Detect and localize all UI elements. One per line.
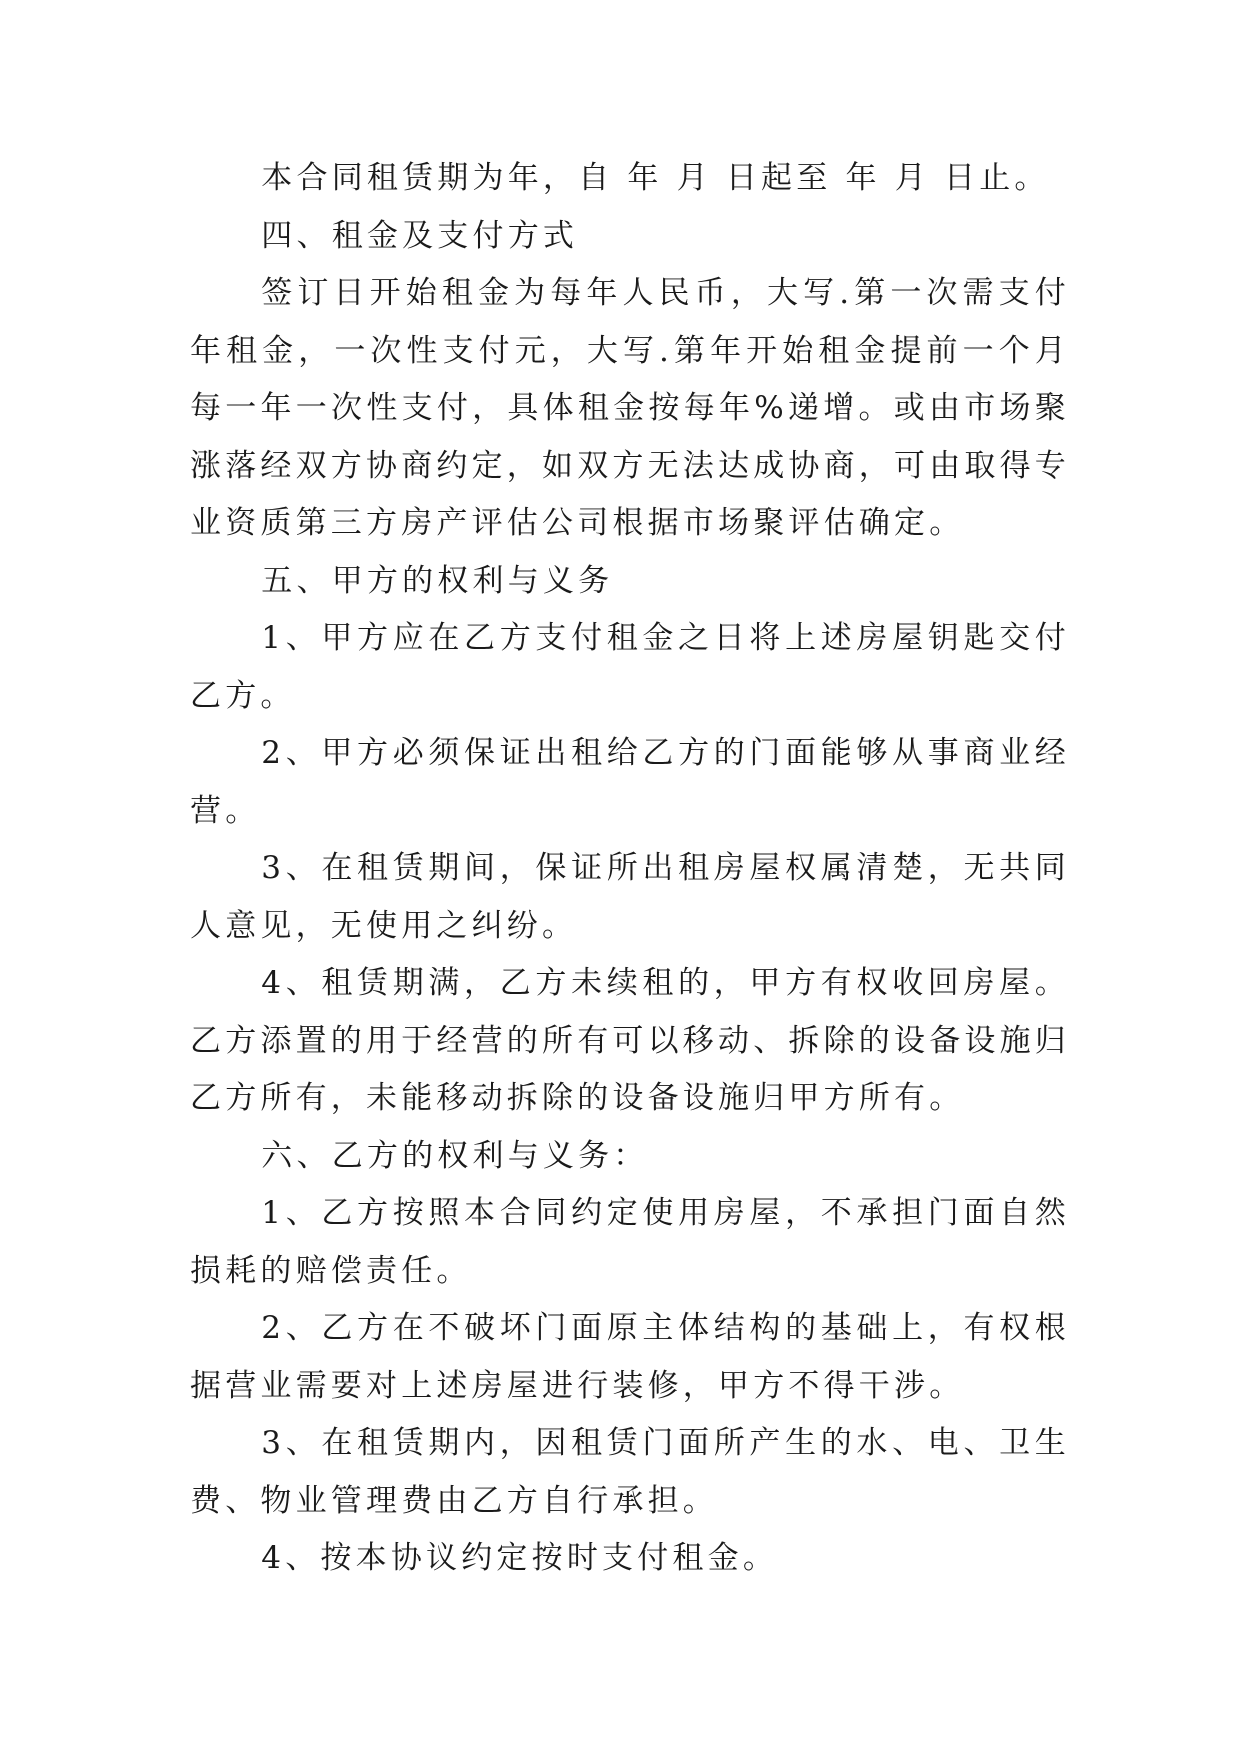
section-heading-party-b: 六、乙方的权利与义务： [261, 1137, 649, 1174]
paragraph-party-a-3: 3、在租赁期间，保证所出租房屋权属清楚，无共同人意见，无使用之纠纷。 [190, 850, 1070, 944]
paragraph-party-a-4: 4、租赁期满，乙方未续租的，甲方有权收回房屋。乙方添置的用于经营的所有可以移动、拆除的设备设施归乙方所有，未能移动拆除的设备设施归甲方所有。 [190, 965, 1070, 1116]
paragraph-party-a-2: 2、甲方必须保证出租给乙方的门面能够从事商业经营。 [190, 735, 1070, 829]
paragraph-party-b-2: 2、乙方在不破坏门面原主体结构的基础上，有权根据营业需要对上述房屋进行装修，甲方不得干涉。 [190, 1310, 1070, 1404]
section-heading-party-a: 五、甲方的权利与义务 [261, 562, 614, 599]
paragraph-party-b-1: 1、乙方按照本合同约定使用房屋，不承担门面自然损耗的赔偿责任。 [190, 1195, 1070, 1289]
paragraph-party-a-1: 1、甲方应在乙方支付租金之日将上述房屋钥匙交付乙方。 [190, 620, 1070, 714]
document-body [190, 150, 1070, 1588]
paragraph-party-b-3: 3、在租赁期内，因租赁门面所产生的水、电、卫生费、物业管理费由乙方自行承担。 [190, 1425, 1070, 1519]
paragraph-party-b-4: 4、按本协议约定按时支付租金。 [261, 1540, 779, 1576]
section-heading-rent: 四、租金及支付方式 [261, 217, 579, 254]
paragraph-lease-term: 本合同租赁期为年，自 年 月 日起至 年 月 日止。 [261, 160, 1050, 196]
paragraph-rent-payment: 签订日开始租金为每年人民币，大写.第一次需支付年租金，一次性支付元，大写.第年开始租金提前一个月每一年一次性支付，具体租金按每年%递增。或由市场聚涨落经双方协商约定，如双方无法达成协商，可由取得专业资质第三方房产评估公司根据市场聚评估确定。 [190, 275, 1070, 541]
